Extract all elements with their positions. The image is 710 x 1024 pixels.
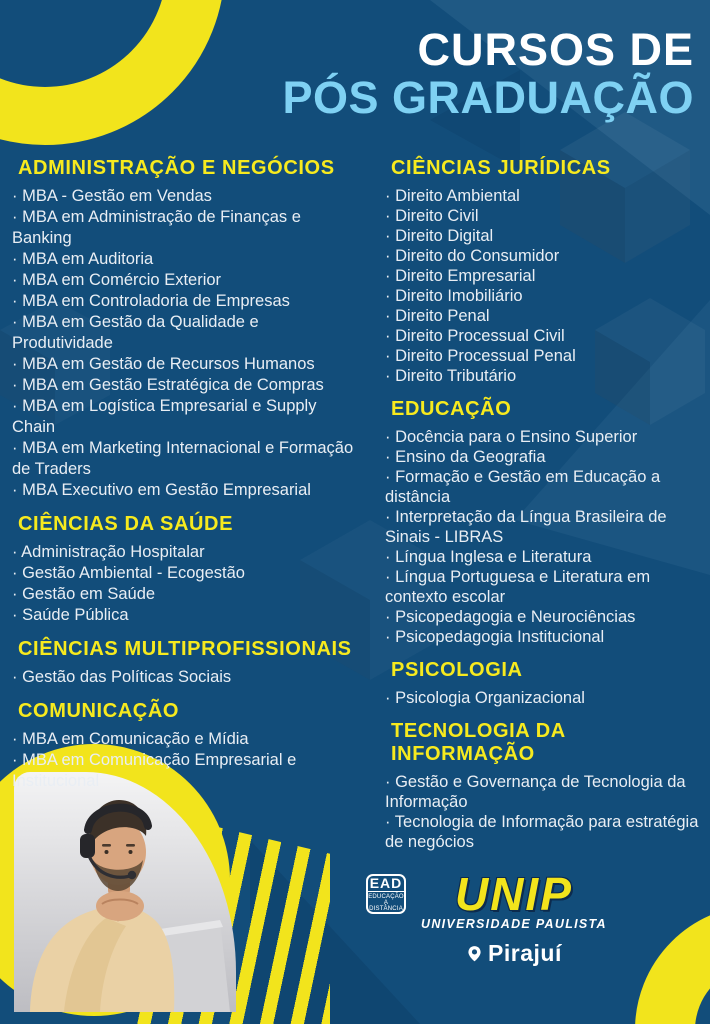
course-item: · MBA em Auditoria xyxy=(12,250,154,268)
course-item: · Direito Tributário xyxy=(385,367,517,385)
course-item: · Direito Digital xyxy=(385,227,494,245)
course-item: · Direito Processual Civil xyxy=(385,327,565,345)
course-item: · Psicopedagogia e Neurociências xyxy=(385,608,636,626)
ead-badge xyxy=(366,874,406,914)
unip-logo-name: UNIP xyxy=(454,868,573,920)
course-item: · MBA em Gestão de Recursos Humanos xyxy=(12,355,315,373)
course-item: · MBA em Gestão da Qualidade e Produtividade xyxy=(12,313,259,352)
section-header: PSICOLOGIA xyxy=(391,659,523,681)
course-item: · Formação e Gestão em Educação a distância xyxy=(385,468,661,506)
section-header: TECNOLOGIA DA INFORMAÇÃO xyxy=(391,720,566,765)
course-item: · Direito Imobiliário xyxy=(385,287,523,305)
poster-title xyxy=(282,26,694,121)
course-item: · MBA em Administração de Finanças e Banking xyxy=(12,208,301,247)
title-line-1: CURSOS DE xyxy=(417,24,694,75)
course-list xyxy=(385,427,709,647)
course-item: · MBA Executivo em Gestão Empresarial xyxy=(12,481,311,499)
courses-column-left xyxy=(12,157,362,792)
campus-location xyxy=(466,940,562,967)
course-item: · Gestão e Governança de Tecnologia da Informação xyxy=(385,773,686,811)
section-header: ADMINISTRAÇÃO E NEGÓCIOS xyxy=(18,157,335,179)
course-item: · MBA em Comércio Exterior xyxy=(12,271,222,289)
course-item: · Língua Inglesa e Literatura xyxy=(385,548,592,566)
course-item: · Direito Civil xyxy=(385,207,479,225)
course-item: · MBA em Logística Empresarial e Supply Chain xyxy=(12,397,317,436)
course-list xyxy=(385,186,709,386)
section-header: CIÊNCIAS MULTIPROFISSIONAIS xyxy=(18,638,352,660)
course-item: · MBA em Comunicação Empresarial e Institucional xyxy=(12,751,297,790)
title-line-2: PÓS GRADUAÇÃO xyxy=(282,71,694,123)
course-item: · Interpretação da Língua Brasileira de Sinais - LIBRAS xyxy=(385,508,667,546)
course-list xyxy=(12,186,362,501)
course-item: · Administração Hospitalar xyxy=(12,543,205,561)
courses-column-right xyxy=(385,157,709,852)
course-item: · Gestão em Saúde xyxy=(12,585,156,603)
ead-badge-title: EAD xyxy=(367,876,406,892)
course-item: · MBA em Comunicação e Mídia xyxy=(12,730,249,748)
unip-logo xyxy=(421,868,607,967)
course-list xyxy=(12,667,362,688)
course-item: · Psicologia Organizacional xyxy=(385,689,585,707)
course-item: · Psicopedagogia Institucional xyxy=(385,628,605,646)
course-list xyxy=(385,772,709,852)
course-item: · Direito Processual Penal xyxy=(385,347,576,365)
course-item: · Direito Empresarial xyxy=(385,267,536,285)
course-item: · Direito do Consumidor xyxy=(385,247,560,265)
campus-location-label: Pirajuí xyxy=(488,940,562,966)
course-item: · Direito Penal xyxy=(385,307,490,325)
course-item: · MBA em Gestão Estratégica de Compras xyxy=(12,376,324,394)
section-header: CIÊNCIAS JURÍDICAS xyxy=(391,157,611,179)
course-list xyxy=(12,542,362,626)
course-item: · Saúde Pública xyxy=(12,606,129,624)
course-item: · Gestão das Políticas Sociais xyxy=(12,668,232,686)
course-item: · MBA em Marketing Internacional e Formação de Traders xyxy=(12,439,354,478)
ead-badge-subtitle: EDUCAÇÃO A DISTÂNCIA xyxy=(368,894,404,912)
course-item: · Gestão Ambiental - Ecogestão xyxy=(12,564,245,582)
course-list xyxy=(12,729,362,792)
section-header: EDUCAÇÃO xyxy=(391,398,512,420)
course-item: · Língua Portuguesa e Literatura em contexto escolar xyxy=(385,568,651,606)
course-item: · Ensino da Geografia xyxy=(385,448,546,466)
course-list xyxy=(385,688,709,708)
course-item: · Tecnologia de Informação para estratégia de negócios xyxy=(385,813,699,851)
course-item: · MBA - Gestão em Vendas xyxy=(12,187,212,205)
section-header: COMUNICAÇÃO xyxy=(18,700,180,722)
section-header: CIÊNCIAS DA SAÚDE xyxy=(18,513,234,535)
course-item: · MBA em Controladoria de Empresas xyxy=(12,292,290,310)
footer-brand xyxy=(366,868,607,967)
location-pin-icon xyxy=(466,942,483,965)
course-item: · Docência para o Ensino Superior xyxy=(385,428,638,446)
unip-logo-tagline: UNIVERSIDADE PAULISTA xyxy=(421,917,607,931)
course-item: · Direito Ambiental xyxy=(385,187,520,205)
